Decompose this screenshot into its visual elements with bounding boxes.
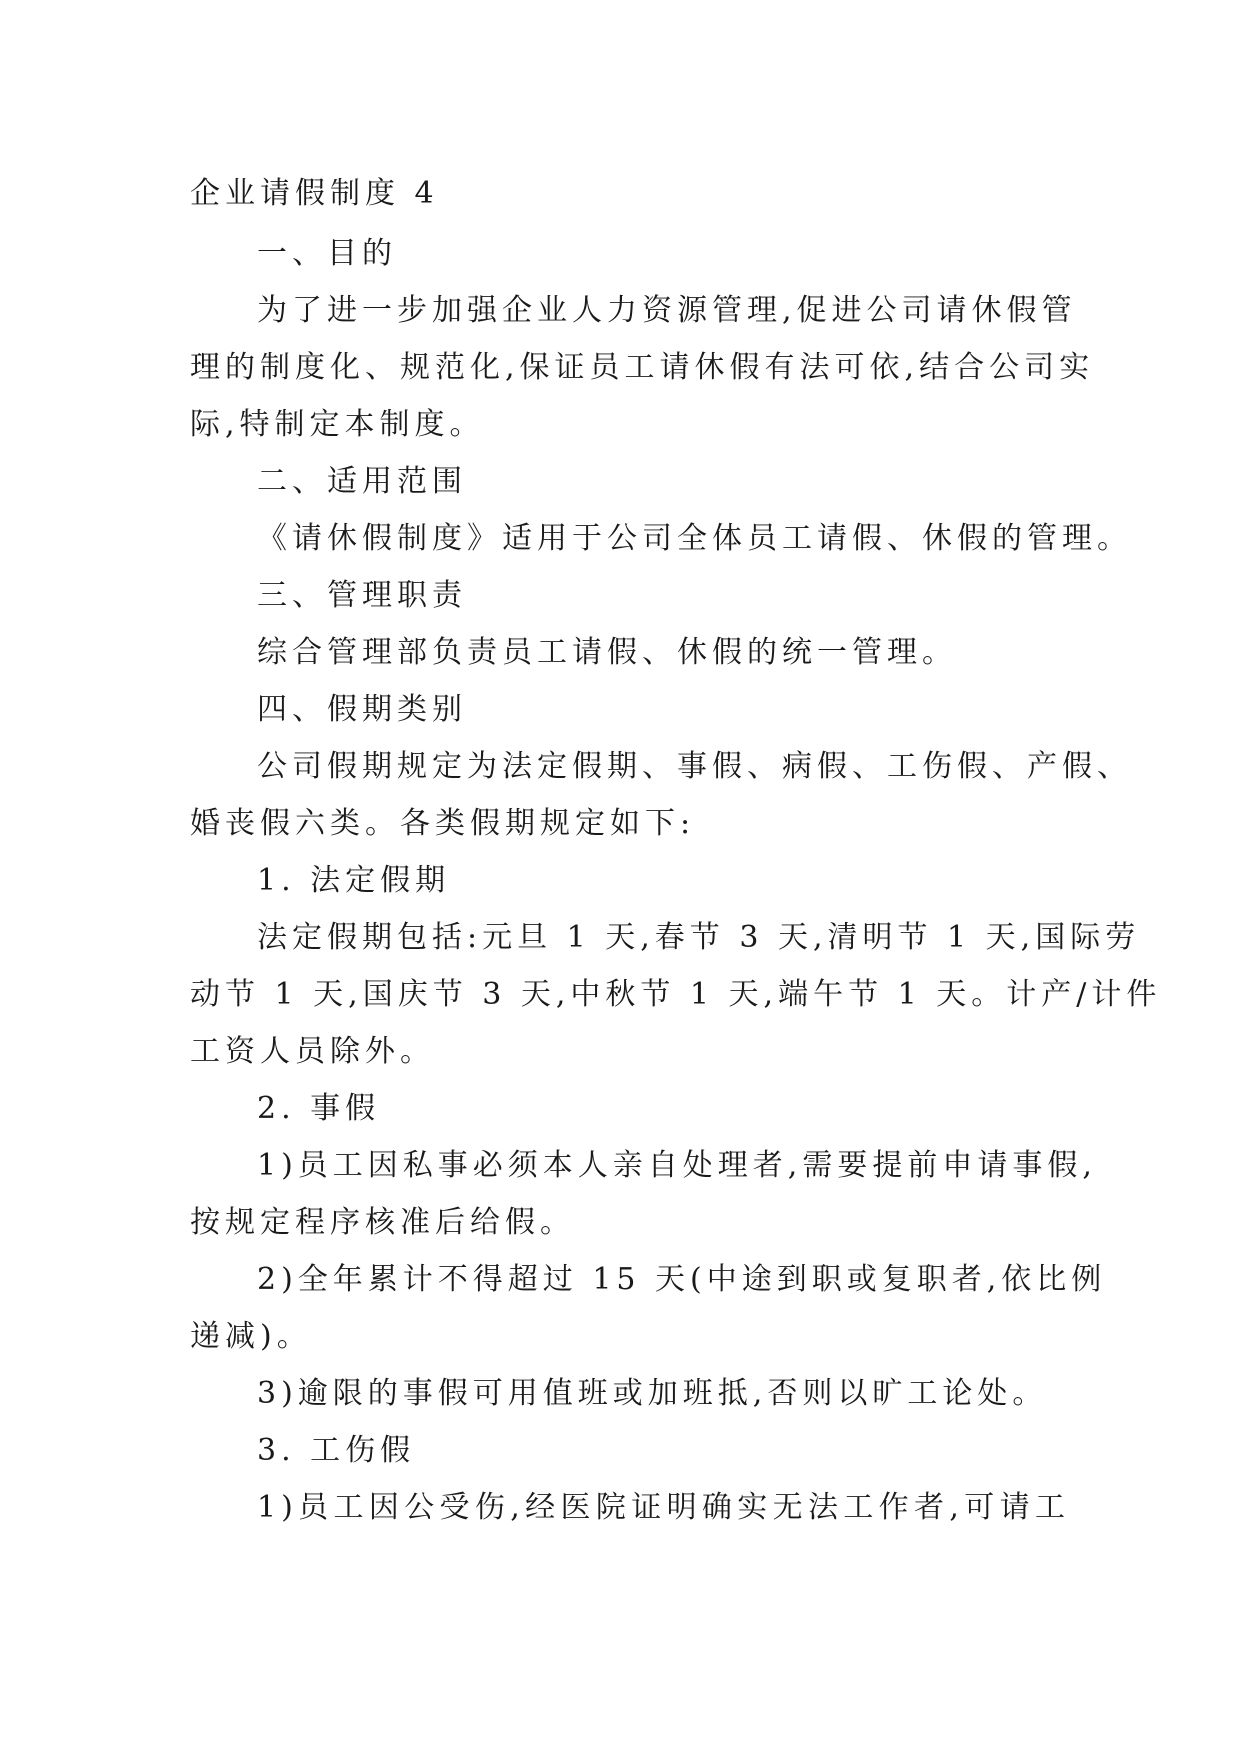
paragraph-line: 婚丧假六类。各类假期规定如下:	[190, 806, 696, 841]
paragraph-line: 法定假期包括:元旦 1 天,春节 3 天,清明节 1 天,国际劳	[257, 920, 1141, 955]
paragraph-line: 1)员工因私事必须本人亲自处理者,需要提前申请事假,	[257, 1148, 1097, 1183]
subsection-heading: 2. 事假	[257, 1091, 381, 1126]
paragraph-line: 2)全年累计不得超过 15 天(中途到职或复职者,依比例	[257, 1262, 1107, 1297]
subsection-heading: 3. 工伤假	[257, 1433, 416, 1468]
paragraph-line: 综合管理部负责员工请假、休假的统一管理。	[257, 635, 957, 670]
subsection-heading: 1. 法定假期	[257, 863, 451, 898]
paragraph-line: 工资人员除外。	[190, 1034, 435, 1069]
section-heading: 四、假期类别	[257, 692, 467, 727]
paragraph-line: 按规定程序核准后给假。	[190, 1205, 575, 1240]
paragraph-line: 《请休假制度》适用于公司全体员工请假、休假的管理。	[257, 521, 1132, 556]
section-heading: 二、适用范围	[257, 464, 467, 499]
paragraph-line: 动节 1 天,国庆节 3 天,中秋节 1 天,端午节 1 天。计产/计件	[190, 977, 1162, 1012]
section-heading: 一、目的	[257, 236, 397, 271]
paragraph-line: 公司假期规定为法定假期、事假、病假、工伤假、产假、	[257, 749, 1132, 784]
paragraph-line: 递减)。	[190, 1319, 312, 1354]
section-heading: 三、管理职责	[257, 578, 467, 613]
document-title: 企业请假制度 4	[190, 176, 439, 211]
paragraph-line: 3)逾限的事假可用值班或加班抵,否则以旷工论处。	[257, 1376, 1048, 1411]
paragraph-line: 际,特制定本制度。	[190, 407, 485, 442]
paragraph-line: 1)员工因公受伤,经医院证明确实无法工作者,可请工	[257, 1490, 1070, 1525]
paragraph-line: 理的制度化、规范化,保证员工请休假有法可依,结合公司实	[190, 350, 1095, 385]
paragraph-line: 为了进一步加强企业人力资源管理,促进公司请休假管	[257, 293, 1077, 328]
